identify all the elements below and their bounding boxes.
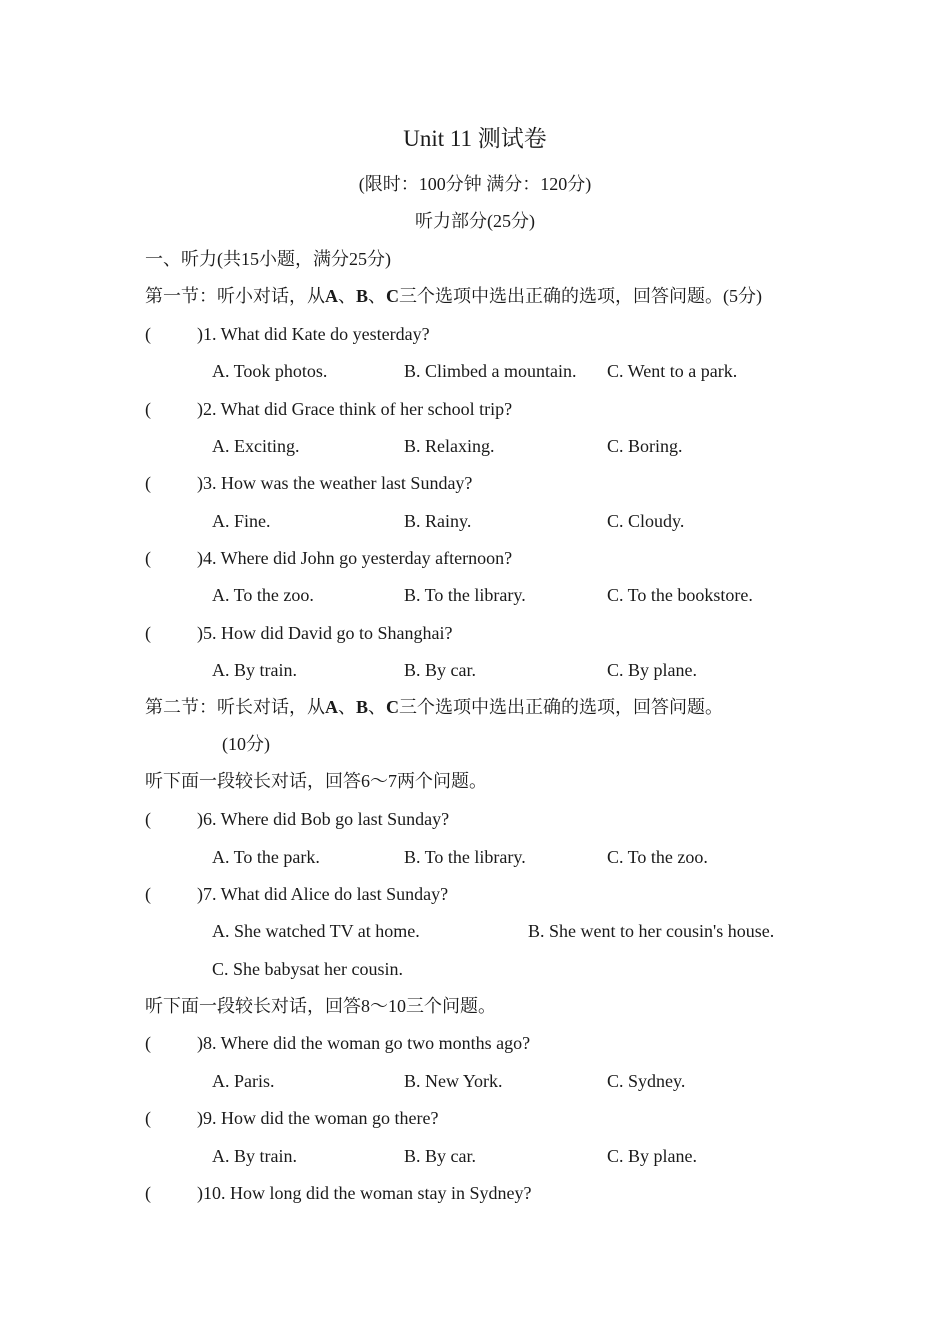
option-a: A. Fine.	[212, 511, 271, 531]
option-c: C. By plane.	[607, 1146, 697, 1166]
option-b: B. She went to her cousin's house.	[528, 921, 775, 941]
page-title: Unit 11 测试卷	[403, 126, 547, 151]
option-b: B. Rainy.	[404, 511, 472, 531]
section-heading: 一、听力(共15小题，满分25分)	[145, 249, 391, 269]
question-9: ( )9. How did the woman go there?	[145, 1108, 439, 1128]
instruction-8-10: 听下面一段较长对话，回答8～10三个问题。	[145, 996, 496, 1016]
option-a: A. Paris.	[212, 1071, 275, 1091]
option-b: B. New York.	[404, 1071, 503, 1091]
option-b: B. Climbed a mountain.	[404, 361, 577, 381]
question-7: ( )7. What did Alice do last Sunday?	[145, 884, 449, 904]
answer-blank[interactable]: (	[145, 399, 151, 419]
instruction-6-7: 听下面一段较长对话，回答6～7两个问题。	[145, 771, 487, 791]
answer-blank[interactable]: (	[145, 1108, 151, 1128]
option-a: A. Exciting.	[212, 436, 300, 456]
option-b: B. Relaxing.	[404, 436, 495, 456]
option-b: B. By car.	[404, 1146, 476, 1166]
answer-blank[interactable]: (	[145, 623, 151, 643]
answer-blank[interactable]: (	[145, 1183, 151, 1203]
question-10: ( )10. How long did the woman stay in Sydney?	[145, 1183, 532, 1203]
option-a: A. To the park.	[212, 847, 320, 867]
option-b: B. To the library.	[404, 847, 526, 867]
question-3: ( )3. How was the weather last Sunday?	[145, 473, 473, 493]
option-c: C. To the bookstore.	[607, 585, 753, 605]
question-2: ( )2. What did Grace think of her school trip?	[145, 399, 513, 419]
option-c: C. She babysat her cousin.	[212, 959, 403, 979]
answer-blank[interactable]: (	[145, 884, 151, 904]
option-c: C. Went to a park.	[607, 361, 738, 381]
question-1: ( )1. What did Kate do yesterday?	[145, 324, 430, 344]
section2-instruction: 第二节：听长对话，从A、B、C三个选项中选出正确的选项，回答问题。	[145, 697, 724, 717]
section1-instruction: 第一节：听小对话，从A、B、C三个选项中选出正确的选项，回答问题。(5分)	[145, 286, 763, 306]
option-a: A. Took photos.	[212, 361, 328, 381]
question-4: ( )4. Where did John go yesterday afternoon?	[145, 548, 513, 568]
answer-blank[interactable]: (	[145, 548, 151, 568]
time-score-limits: (限时：100分钟 满分：120分)	[358, 174, 592, 194]
question-6: ( )6. Where did Bob go last Sunday?	[145, 809, 450, 829]
part-heading: 听力部分(25分)	[415, 211, 535, 231]
option-a: A. By train.	[212, 1146, 297, 1166]
option-b: B. To the library.	[404, 585, 526, 605]
option-c: C. Boring.	[607, 436, 683, 456]
option-c: C. To the zoo.	[607, 847, 708, 867]
question-8: ( )8. Where did the woman go two months ago?	[145, 1033, 531, 1053]
section2-points: (10分)	[222, 734, 270, 754]
option-a: A. By train.	[212, 660, 297, 680]
answer-blank[interactable]: (	[145, 809, 151, 829]
option-a: A. She watched TV at home.	[212, 921, 420, 941]
option-c: C. Sydney.	[607, 1071, 686, 1091]
answer-blank[interactable]: (	[145, 1033, 151, 1053]
option-c: C. Cloudy.	[607, 511, 685, 531]
option-c: C. By plane.	[607, 660, 697, 680]
answer-blank[interactable]: (	[145, 473, 151, 493]
option-a: A. To the zoo.	[212, 585, 314, 605]
question-5: ( )5. How did David go to Shanghai?	[145, 623, 453, 643]
answer-blank[interactable]: (	[145, 324, 151, 344]
option-b: B. By car.	[404, 660, 476, 680]
